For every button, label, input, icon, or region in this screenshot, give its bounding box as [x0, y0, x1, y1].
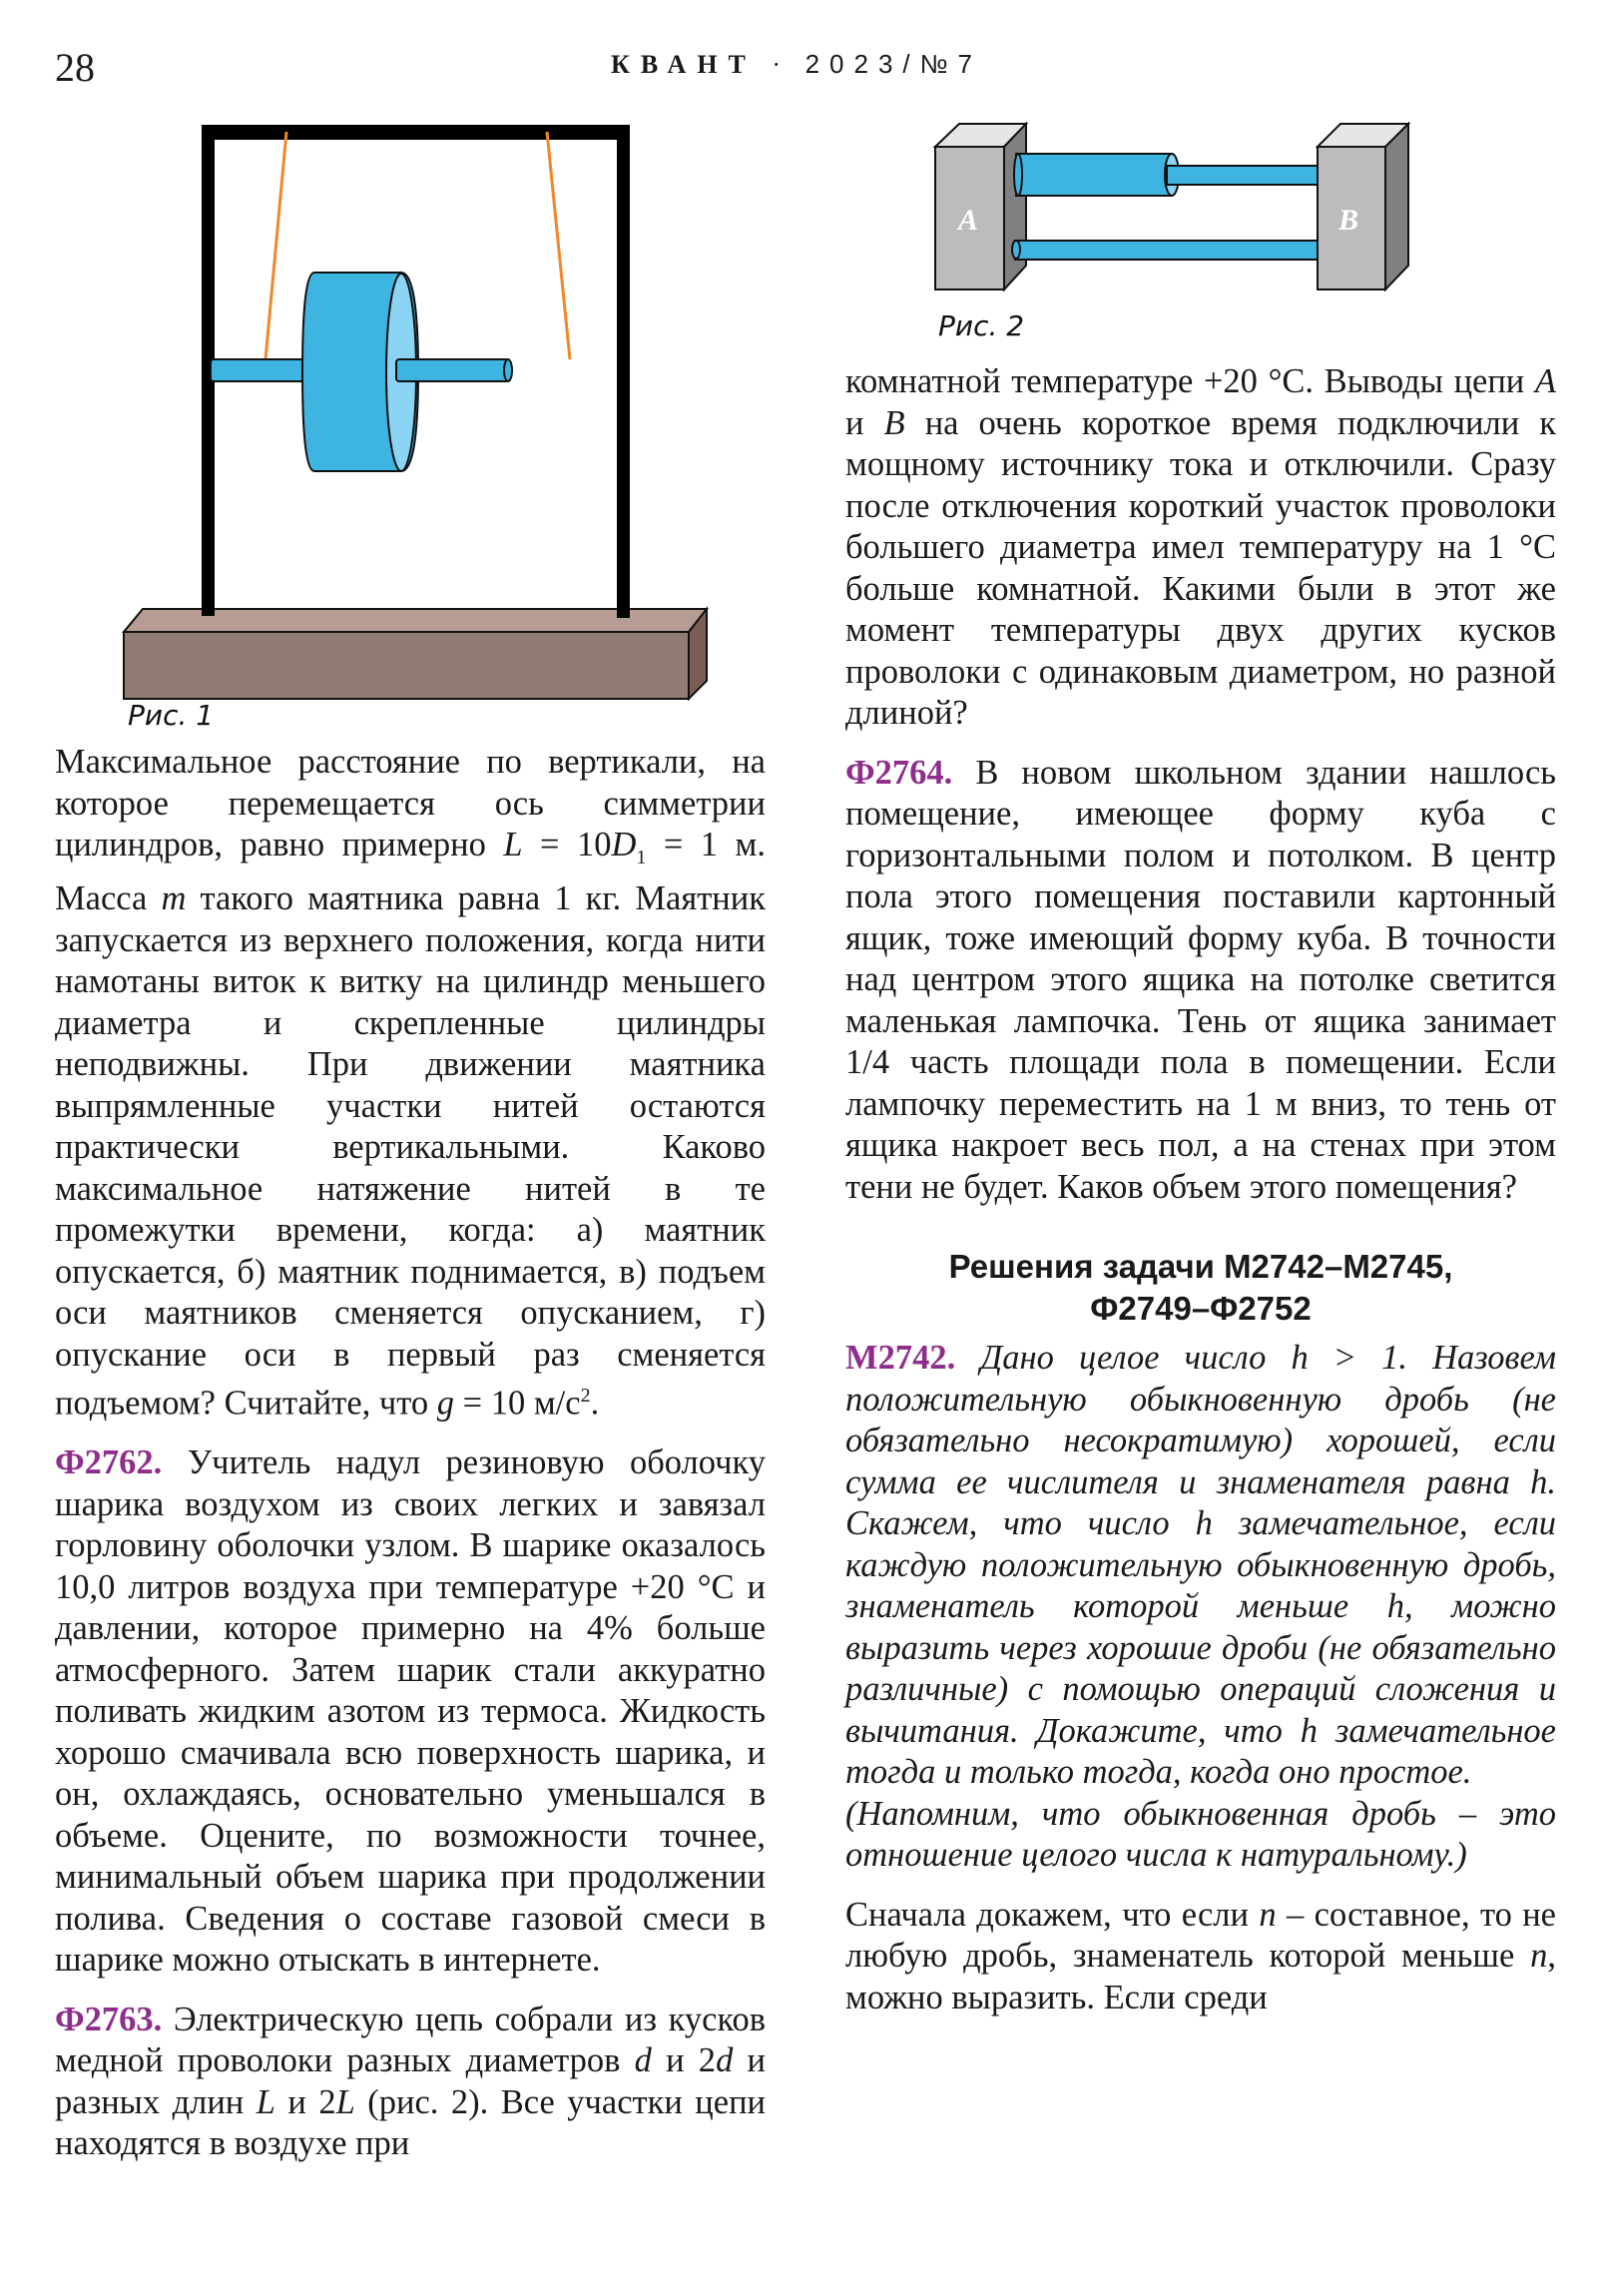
problem-f2763: Ф2763. Электрическую цепь собрали из кусков медной проволоки разных диаметров d и 2d и разных длин L и 2L (рис. 2). Все участки цепи находятся в воздухе при	[55, 2000, 767, 2163]
block-b-label: B	[1338, 204, 1359, 237]
running-header	[611, 44, 982, 85]
thick-wire-start	[1014, 154, 1022, 196]
frame-top-bar	[202, 125, 630, 140]
problem-label: М2742.	[845, 1339, 956, 1377]
problem-label: Ф2763.	[55, 2000, 163, 2038]
figure-2-caption: Рис. 2	[938, 309, 1025, 342]
thick-wire	[1016, 154, 1172, 196]
figure-2-circuit	[918, 110, 1437, 309]
problem-m2742-reminder: (Напомним, что обыкновенная дробь – это отношение целого числа к натуральному.)	[845, 1794, 1556, 1874]
base-front-face	[124, 632, 689, 699]
figure-1-pendulum	[110, 115, 729, 714]
thin-wire-lower-start	[1012, 241, 1020, 259]
thin-wire-lower	[1015, 241, 1318, 260]
figure-1-caption: Рис. 1	[128, 699, 215, 732]
right-axle	[396, 359, 509, 381]
right-column	[845, 361, 1556, 2018]
f2763-continuation: комнатной температуре +20 °С. Выводы цепи A и B на очень короткое время подключили к мощному источнику тока и отключили. Сразу после отключения короткий участок проволоки большего диаметра имел температуру на 1 °С больше комнатной. Какими были в этот же момент температуры двух других кусков проволоки с одинаковым диаметром, но разной длиной?	[845, 362, 1556, 732]
problem-m2742: М2742. Дано целое число h > 1. Назовем положительную обыкновенную дробь (не обязательно несократимую) хорошей, если сумма ее числителя и знаменателя равна h. Скажем, что число h замечательное, если каждую положительную обыкновенную дробь, знаменатель которой меньше h, можно выразить через хорошие дроби (не обязательно различные) с помощью операций сложения и вычитания. Докажите, что h замечательное тогда и только тогда, когда оно простое.	[845, 1339, 1556, 1791]
thin-wire-upper	[1167, 166, 1318, 185]
right-axle-end	[504, 359, 512, 381]
left-column	[55, 742, 766, 2165]
pendulum-problem-continuation: Максимальное расстояние по вертикали, на которое перемещается ось симметрии цилиндров, равно примерно $L = 10D_1 = 1$ м. Масса m такого маятника равна 1 кг. Маятник запускается из верхнего положения, когда нити намотаны виток к витку на цилиндр меньшего диаметра и скрепленные цилиндры неподвижны. При движении маятника выпрямленные участки нитей остаются практически вертикальными. Каково максимальное натяжение нитей в те промежутки времени, когда: а) маятник опускается, б) маятник поднимается, в) подъем оси маятников сменяется опусканием, г) опускание оси в первый раз сменяется подъемом? Считайте, что g = 10 $м/с^2$.	[55, 743, 766, 1423]
problem-f2762: Ф2762. Учитель надул резиновую оболочку шарика воздухом из своих легких и завязал горловину оболочки узлом. В шарике оказалось 10,0 литров воздуха при температуре +20 °С и давлении, которое примерно на 4% больше атмосферного. Затем шарик стали аккуратно поливать жидким азотом из термоса. Жидкость хорошо смачивала всю поверхность шарика, и он, охлаждаясь, основательно уменьшался в объеме. Оцените, по возможности точнее, минимальный объем шарика при продолжении полива. Сведения о составе газовой смеси в шарике можно отыскать в интернете.	[55, 1443, 766, 1980]
block-a-side	[1004, 124, 1026, 289]
left-axle	[211, 359, 305, 381]
block-b-side	[1385, 124, 1408, 289]
left-string	[266, 132, 286, 359]
magazine-title: КВАНТ	[611, 50, 757, 79]
page-number: 28	[55, 45, 95, 90]
problem-label: Ф2762.	[55, 1443, 163, 1482]
solutions-heading: Решения задачи М2742–М2745, Ф2749–Ф2752	[948, 1248, 1453, 1327]
problem-f2764: Ф2764. В новом школьном здании нашлось помещение, имеющее форму куба с горизонтальными полом и потолком. В центр пола этого помещения поставили картонный ящик, тоже имеющий форму куба. В точности над центром этого ящика на потолке светится маленькая лампочка. Тень от ящика занимает 1/4 часть площади пола в помещении. Если лампочку переместить на 1 м вниз, то тень от ящика накроет весь пол, а на стенах при этом тени не будет. Каков объем этого помещения?	[845, 753, 1556, 1206]
issue-number: 2023/№7	[804, 49, 982, 79]
solution-m2742: Сначала докажем, что если n – составное, то не любую дробь, знаменатель которой меньше n, можно выразить. Если среди	[845, 1895, 1556, 2016]
right-string	[547, 132, 570, 359]
problem-label: Ф2764.	[845, 753, 953, 792]
block-a-label: A	[958, 204, 979, 237]
frame-right-post	[617, 125, 630, 618]
header-separator: ·	[772, 50, 791, 79]
